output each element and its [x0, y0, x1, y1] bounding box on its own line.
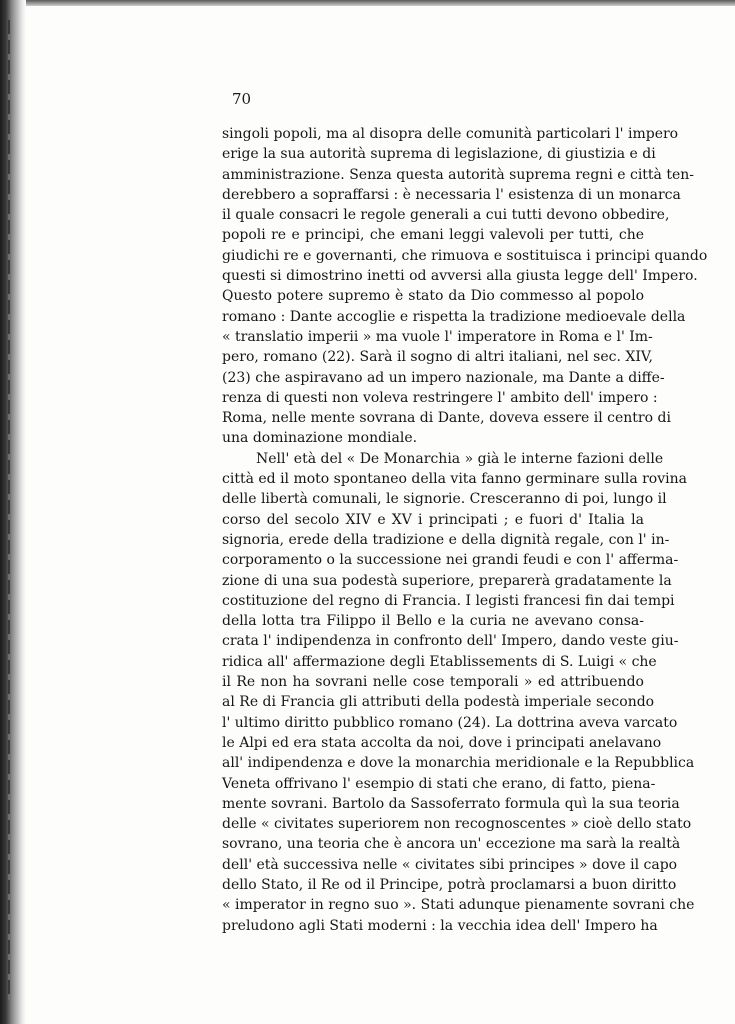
text-line: delle « civitates superiorem non recognoscentes » cioè dello stato: [222, 816, 692, 833]
text-line: giudichi re e governanti, che rimuova e sostituisca i principi quando: [222, 247, 708, 264]
text-line: signoria, erede della tradizione e della dignità regale, con l' in-: [222, 531, 670, 548]
text-line: popoli re e principi, che emani leggi valevoli per tutti, che: [222, 227, 644, 244]
paragraph-1: [222, 124, 708, 449]
text-line: l' ultimo diritto pubblico romano (24). La dottrina aveva varcato: [222, 714, 678, 731]
text-line: « translatio imperii » ma vuole l' imperatore in Roma e l' Im-: [222, 328, 653, 345]
book-binding-shadow: [0, 0, 26, 1024]
page-top-edge: [0, 0, 735, 6]
text-line: Nell' età del « De Monarchia » già le interne fazioni delle: [256, 450, 664, 467]
text-line: dello Stato, il Re od il Principe, potrà proclamarsi a buon diritto: [222, 876, 677, 893]
text-line: il quale consacri le regole generali a cui tutti devono obbedire,: [222, 207, 670, 224]
text-line: città ed il moto spontaneo della vita fanno germinare sulla rovina: [222, 471, 687, 488]
text-line: preludono agli Stati moderni : la vecchia idea dell' Impero ha: [222, 917, 658, 934]
text-line: all' indipendenza e dove la monarchia meridionale e la Repubblica: [222, 755, 695, 772]
text-line: singoli popoli, ma al disopra delle comunità particolari l' impero: [222, 126, 679, 142]
text-line: Questo potere supremo è stato da Dio commesso al popolo: [222, 288, 644, 305]
text-line: Roma, nelle mente sovrana di Dante, doveva essere il centro di: [222, 410, 671, 427]
text-line: romano : Dante accoglie e rispetta la tradizione medioevale della: [222, 308, 686, 325]
body-text: [222, 124, 708, 936]
paragraph-2: [222, 449, 695, 936]
text-line: le Alpi ed era stata accolta da noi, dove i principati anelavano: [222, 734, 662, 751]
text-line: renza di questi non voleva restringere l' ambito dell' impero :: [222, 389, 658, 406]
text-line: amministrazione. Senza questa autorità suprema regni e città ten-: [222, 166, 695, 183]
text-line: costituzione del regno di Francia. I legisti francesi fin dai tempi: [222, 592, 675, 609]
text-line: delle libertà comunali, le signorie. Cresceranno di poi, lungo il: [222, 491, 667, 508]
text-line: il Re non ha sovrani nelle cose temporali » ed attribuendo: [222, 674, 644, 691]
text-line: (23) che aspiravano ad un impero nazionale, ma Dante a diffe-: [222, 369, 665, 386]
text-line: corso del secolo XIV e XV i principati ; e fuori d' Italia la: [222, 511, 644, 528]
text-line: dell' età successiva nelle « civitates sibi principes » dove il capo: [222, 856, 678, 873]
page-number: 70: [232, 90, 252, 108]
text-line: « imperator in regno suo ». Stati adunque pienamente sovrani che: [222, 897, 695, 914]
text-line: ridica all' affermazione degli Etablissements di S. Luigi « che: [222, 653, 657, 670]
text-line: mente sovrani. Bartolo da Sassoferrato formula quì la sua teoria: [222, 795, 680, 812]
text-line: erige la sua autorità suprema di legislazione, di giustizia e di: [222, 146, 656, 163]
text-line: questi si dimostrino inetti od avversi alla giusta legge dell' Impero.: [222, 268, 698, 285]
text-line: sovrano, una teoria che è ancora un' eccezione ma sarà la realtà: [222, 836, 681, 853]
text-line: pero, romano (22). Sarà il sogno di altri italiani, nel sec. XIV,: [222, 349, 654, 366]
text-line: al Re di Francia gli attributi della podestà imperiale secondo: [222, 694, 655, 711]
text-line: Veneta offrivano l' esempio di stati che erano, di fatto, piena-: [222, 775, 656, 792]
text-line: crata l' indipendenza in confronto dell' Impero, dando veste giu-: [222, 633, 679, 650]
text-line: zione di una sua podestà superiore, preparerà gradatamente la: [222, 572, 672, 589]
text-line: una dominazione mondiale.: [222, 430, 418, 447]
text-line: derebbero a sopraffarsi : è necessaria l' esistenza di un monarca: [222, 186, 681, 203]
text-line: della lotta tra Filippo il Bello e la curia ne avevano consa-: [222, 613, 644, 630]
text-line: corporamento o la successione nei grandi feudi e con l' afferma-: [222, 552, 679, 569]
